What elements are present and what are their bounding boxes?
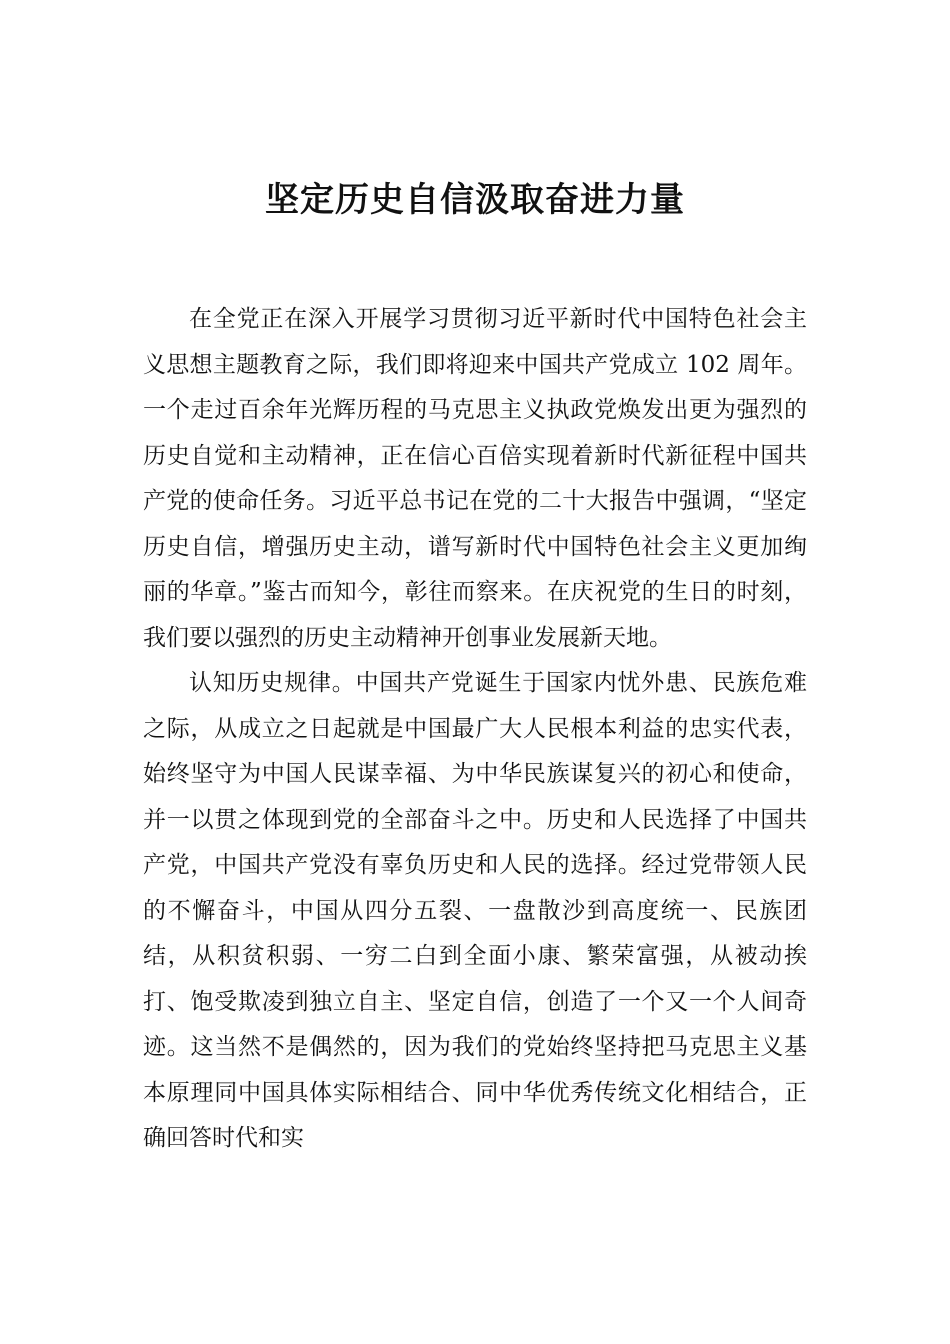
document-body: [143, 297, 807, 1162]
paragraph-history-law: 认知历史规律。中国共产党诞生于国家内忧外患、民族危难之际，从成立之日起就是中国最广大人民根本利益的忠实代表，始终坚守为中国人民谋幸福、为中华民族谋复兴的初心和使命，并一以贯之体现到党的全部奋斗之中。历史和人民选择了中国共产党，中国共产党没有辜负历史和人民的选择。经过党带领人民的不懈奋斗，中国从四分五裂、一盘散沙到高度统一、民族团结，从积贫积弱、一穷二白到全面小康、繁荣富强，从被动挨打、饱受欺凌到独立自主、坚定自信，创造了一个又一个人间奇迹。这当然不是偶然的，因为我们的党始终坚持把马克思主义基本原理同中国具体实际相结合、同中华优秀传统文化相结合，正确回答时代和实: [143, 670, 807, 1151]
document-title: 坚定历史自信汲取奋进力量: [265, 180, 685, 220]
paragraph-intro: 在全党正在深入开展学习贯彻习近平新时代中国特色社会主义思想主题教育之际，我们即将迎来中国共产党成立 102 周年。一个走过百余年光辉历程的马克思主义执政党焕发出更为强烈的历史自觉和主动精神，正在信心百倍实现着新时代新征程中国共产党的使命任务。习近平总书记在党的二十大报告中强调，“坚定历史自信，增强历史主动，谱写新时代中国特色社会主义更加绚丽的华章。”鉴古而知今，彰往而察来。在庆祝党的生日的时刻，我们要以强烈的历史主动精神开创事业发展新天地。: [143, 306, 807, 651]
